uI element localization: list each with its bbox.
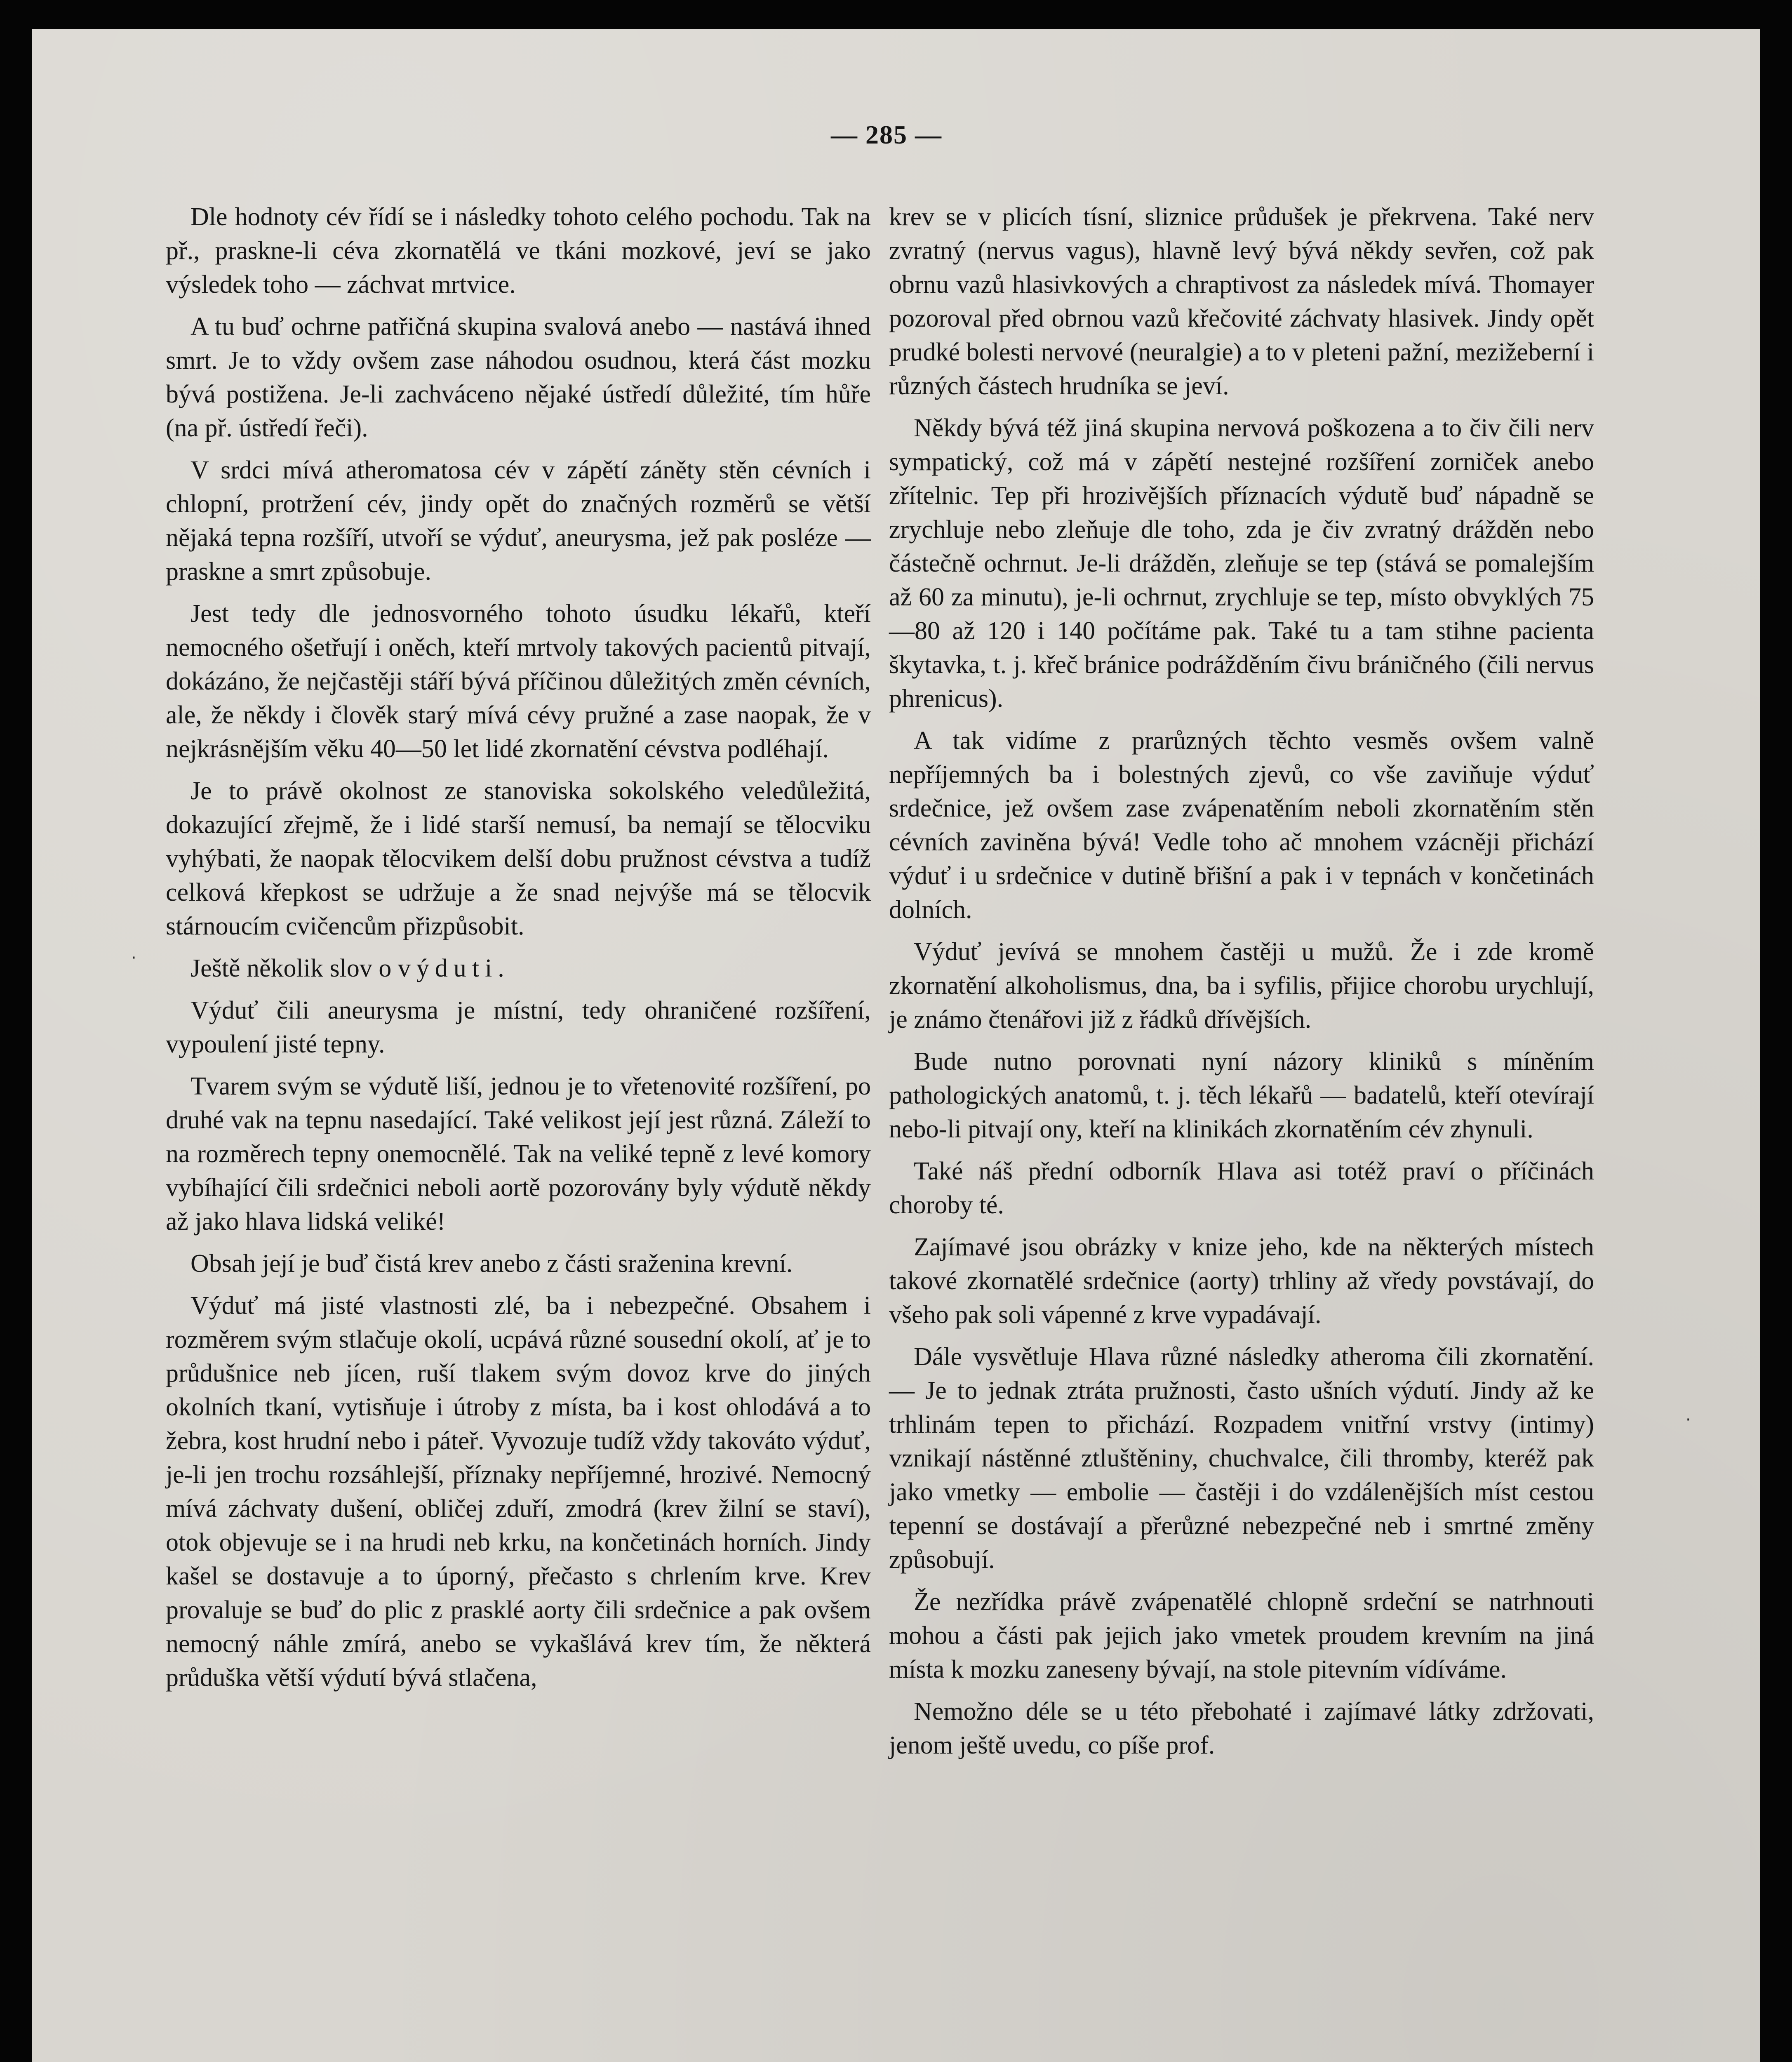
paragraph: Dále vysvětluje Hlava různé následky atheroma čili zkornatění. — Je to jednak ztráta pružnosti, často ušních výdutí. Jindy až ke trhlinám tepen to přichází. Rozpadem vnitřní vrstvy (intimy) vznikají nástěnné ztluštěniny, chuchvalce, čili thromby, kteréž pak jako vmetky — embolie — častěji i do vzdálenějších míst cestou tepenní se dostávají a přerůzné nebezpečné neb i smrtné změny způsobují. <box>889 1343 1594 1574</box>
section-heading <box>166 951 871 985</box>
paragraph: Je to právě okolnost ze stanoviska sokolského veledůležitá, dokazující zřejmě, že i lidé starší nemusí, ba nemají se tělocviku vyhýbati, že naopak tělocvikem delší dobu pružnost cévstva a tudíž celková křepkost se udržuje a že snad nejvýše má se tělocvik stárnoucím cvičencům přizpůsobit. <box>166 777 871 940</box>
paragraph: Výduť má jisté vlastnosti zlé, ba i nebezpečné. Obsahem i rozměrem svým stlačuje okolí, ucpává různé sousední okolí, ať je to průdušnice neb jícen, ruší tlakem svým dovoz krve do jiných okolních tkaní, vytisňuje i útroby z místa, ba i kost ohlodává a to žebra, kost hrudní nebo i páteř. Vyvozuje tudíž vždy takováto výduť, je-li jen trochu rozsáhlejší, příznaky nepříjemné, hrozivé. Nemocný mívá záchvaty dušení, obličej zduří, zmodrá (krev žilní se staví), otok objevuje se i na hrudi neb krku, na končetinách horních. Jindy kašel se dostavuje a to úporný, přečasto s chrlením krve. Krev provaluje se buď do plic z prasklé aorty čili srdečnice a pak ovšem nemocný náhle zmírá, anebo se vykašlává krev tím, že některá průduška větší výdutí bývá stlačena, <box>166 1292 871 1692</box>
paragraph: Bude nutno porovnati nyní názory kliniků s míněním pathologických anatomů, t. j. těch lékařů — badatelů, kteří otevírají nebo-li pitvají ony, kteří na klinikách zkornatěním cév zhynuli. <box>889 1047 1594 1143</box>
paragraph: Výduť čili aneurysma je místní, tedy ohraničené rozšíření, vypoulení jisté tepny. <box>166 996 871 1058</box>
paragraph: Zajímavé jsou obrázky v knize jeho, kde na některých místech takové zkornatělé srdečnice (aorty) trhliny až vředy povstávají, do všeho pak soli vápenné z krve vypadávají. <box>889 1233 1594 1329</box>
paragraph: Dle hodnoty cév řídí se i následky tohoto celého pochodu. Tak na př., praskne-li céva zkornatělá ve tkáni mozkové, jeví se jako výsledek toho — záchvat mrtvice. <box>166 203 871 299</box>
paragraph: A tu buď ochrne patřičná skupina svalová anebo — nastává ihned smrt. Je to vždy ovšem zase náhodou osudnou, která část mozku bývá postižena. Je-li zachváceno nějaké ústředí důležité, tím hůře (na př. ústředí řeči). <box>166 313 871 442</box>
paragraph: V srdci mívá atheromatosa cév v zápětí záněty stěn cévních i chlopní, protržení cév, jindy opět do značných rozměrů se větší nějaká tepna rozšíří, utvoří se výduť, aneurysma, jež pak posléze — praskne a smrt způsobuje. <box>166 456 871 586</box>
left-column <box>166 200 871 1703</box>
paragraph: Nemožno déle se u této přebohaté i zajímavé látky zdržovati, jenom ještě uvedu, co píše prof. <box>889 1697 1594 1759</box>
paragraph: Také náš přední odborník Hlava asi totéž praví o příčinách choroby té. <box>889 1157 1594 1219</box>
paragraph: Obsah její je buď čistá krev anebo z části sraženina krevní. <box>190 1250 793 1278</box>
paragraph: A tak vidíme z prarůzných těchto vesměs ovšem valně nepříjemných ba i bolestných zjevů, co vše zaviňuje výduť srdečnice, jež ovšem zase zvápenatěním neboli zkornatěním stěn cévních zaviněna bývá! Vedle toho ač mnohem vzácněji přichází výduť i u srdečnice v dutině břišní a pak i v tepnách v končetinách dolních. <box>889 727 1594 924</box>
stray-print-mark: · <box>131 949 136 967</box>
page-number: — 285 — <box>831 120 942 149</box>
paragraph: Někdy bývá též jiná skupina nervová poškozena a to čiv čili nerv sympatický, což má v zápětí nestejné rozšíření zorniček anebo zřítelnic. Tep při hrozivějších příznacích výdutě buď nápadně se zrychluje nebo zleňuje dle toho, zda je čiv zvratný drážděn nebo částečně ochrnut. Je-li drážděn, zleňuje se tep (stává se pomalejším až 60 za minutu), je-li ochrnut, zrychluje se tep, místo obvyklých 75—80 až 120 i 140 počítáme pak. Také tu a tam stihne pacienta škytavka, t. j. křeč bránice podrážděním čivu bráničného (čili nervus phrenicus). <box>889 414 1594 713</box>
paragraph: Tvarem svým se výdutě liší, jednou je to vřetenovité rozšíření, po druhé vak na tepnu nasedající. Také velikost její jest různá. Záleží to na rozměrech tepny onemocnělé. Tak na veliké tepně z levé komory vybíhající čili srdečnici neboli aortě pozorovány byly výdutě někdy až jako hlava lidská veliké! <box>166 1072 871 1236</box>
paragraph: krev se v plicích tísní, sliznice průdušek je překrvena. Také nerv zvratný (nervus vagus), hlavně levý bývá někdy sevřen, což pak obrnu vazů hlasivkových a chraptivost za následek mívá. Thomayer pozoroval před obrnou vazů křečovité záchvaty hlasivek. Jindy opět prudké bolesti nervové (neuralgie) a to v pleteni pažní, mezižeberní i různých částech hrudníka se jeví. <box>889 203 1594 400</box>
section-heading-prefix: Ještě několik slov o <box>190 954 392 982</box>
section-heading-word: výduti. <box>397 954 510 982</box>
paragraph: Že nezřídka právě zvápenatělé chlopně srdeční se natrhnouti mohou a části pak jejich jako vmetek proudem krevním na jiná místa k mozku zaneseny bývají, na stole pitevním vídíváme. <box>889 1588 1594 1683</box>
right-column <box>889 200 1594 1770</box>
paragraph: Výduť jevívá se mnohem častěji u mužů. Že i zde kromě zkornatění alkoholismus, dna, ba i syfilis, přijice chorobu urychlují, je známo čtenářovi již z řádků dřívějších. <box>889 938 1594 1033</box>
stray-print-mark: · <box>1686 1410 1691 1429</box>
paragraph: Jest tedy dle jednosvorného tohoto úsudku lékařů, kteří nemocného ošetřují i oněch, kteří mrtvoly takových pacientů pitvají, dokázáno, že nejčastěji stáří bývá příčinou důležitých změn cévních, ale, že někdy i člověk starý mívá cévy pružné a zase naopak, že v nejkrásnějším věku 40—50 let lidé zkornatění cévstva podléhají. <box>166 600 871 763</box>
